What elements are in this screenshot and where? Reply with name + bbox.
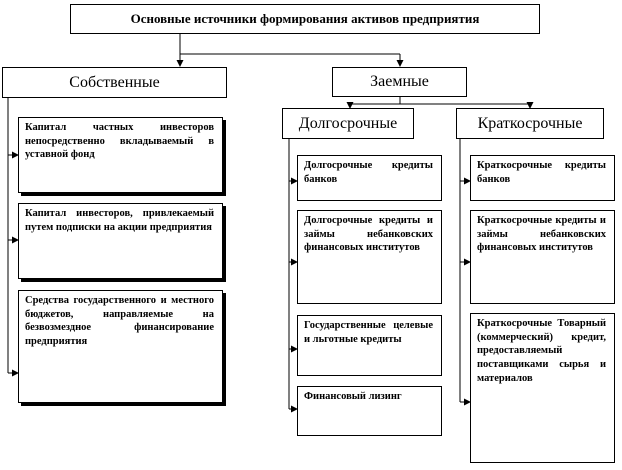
long-term-header bbox=[282, 108, 414, 139]
long-term-item-4-text: Финансовый лизинг bbox=[304, 391, 402, 402]
own-header bbox=[2, 67, 227, 98]
long-term-item-1-text: Долгосрочные кредиты банков bbox=[304, 160, 433, 185]
own-item-3 bbox=[18, 290, 223, 403]
root-title bbox=[70, 4, 540, 34]
own-item-2-text: Капитал инвесторов, привлекаемый путем подписки на акции предприятия bbox=[25, 208, 214, 233]
borrowed-header bbox=[332, 67, 467, 97]
own-item-3-text: Средства государственного и местного бюджетов, направляемые на безвозмездное финансирование предприятия bbox=[25, 295, 214, 347]
own-item-2 bbox=[18, 203, 223, 279]
long-term-item-1 bbox=[297, 155, 442, 201]
short-term-header-text: Краткосрочные bbox=[477, 114, 583, 132]
short-term-item-2-text: Краткосрочные кредиты и займы небанковских финансовых институтов bbox=[477, 215, 606, 254]
own-header-text: Собственные bbox=[69, 73, 160, 91]
short-term-item-2 bbox=[470, 210, 615, 304]
long-term-item-2-text: Долгосрочные кредиты и займы небанковских финансовых институтов bbox=[304, 215, 433, 254]
short-term-header bbox=[456, 108, 604, 139]
root-title-text: Основные источники формирования активов предприятия bbox=[130, 11, 480, 26]
borrowed-header-text: Заемные bbox=[370, 73, 429, 90]
own-item-1 bbox=[18, 117, 223, 193]
short-term-item-3-text: Краткосрочные Товарный (коммерческий) кредит, предоставляемый поставщиками сырья и материалов bbox=[477, 318, 606, 384]
short-term-item-1-text: Краткосрочные кредиты банков bbox=[477, 160, 606, 185]
long-term-item-3-text: Государственные целевые и льготные кредиты bbox=[304, 320, 433, 345]
long-term-item-3 bbox=[297, 315, 442, 376]
short-term-item-1 bbox=[470, 155, 615, 201]
long-term-item-4 bbox=[297, 386, 442, 436]
long-term-item-2 bbox=[297, 210, 442, 304]
long-term-header-text: Долгосрочные bbox=[298, 114, 398, 132]
own-item-1-text: Капитал частных инвесторов непосредственно вкладываемый в уставной фонд bbox=[25, 122, 214, 161]
short-term-item-3 bbox=[470, 313, 615, 463]
